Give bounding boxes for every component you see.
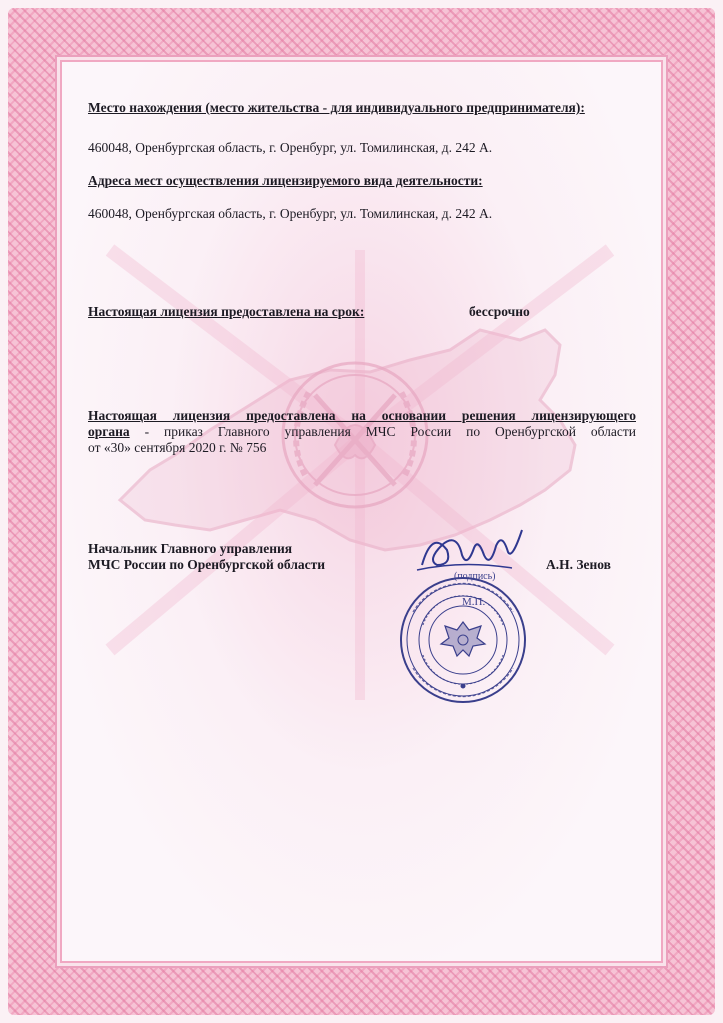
basis-text-line2: от «30» сентября 2020 г. № 756 xyxy=(88,440,267,455)
basis-text-line1: - приказ Главного управления МЧС России по Оренбургской области xyxy=(129,424,636,439)
signatory-title-line1: Начальник Главного управления xyxy=(88,541,293,556)
term-value: бессрочно xyxy=(469,304,530,319)
basis-label-line2: органа xyxy=(88,424,130,439)
signature-caption: (подпись) xyxy=(454,571,496,582)
official-seal-icon xyxy=(398,575,528,705)
signatory-name: А.Н. Зенов xyxy=(546,557,611,572)
activity-addresses-value: 460048, Оренбургская область, г. Оренбург, ул. Томилинская, д. 242 А. xyxy=(88,206,493,221)
stamp-caption: М.П. xyxy=(462,596,486,608)
term-label: Настоящая лицензия предоставлена на срок: xyxy=(88,304,365,319)
signatory-title-line2: МЧС России по Оренбургской области xyxy=(88,557,326,572)
basis-label-line1: Настоящая лицензия предоставлена на основании решения лицензирующего xyxy=(88,408,636,423)
location-label: Место нахождения (место жительства - для индивидуального предпринимателя): xyxy=(88,100,585,115)
location-value: 460048, Оренбургская область, г. Оренбург, ул. Томилинская, д. 242 А. xyxy=(88,140,493,155)
term-row xyxy=(88,304,636,320)
activity-addresses-label: Адреса мест осуществления лицензируемого вида деятельности: xyxy=(88,173,483,188)
basis-block xyxy=(88,408,636,456)
